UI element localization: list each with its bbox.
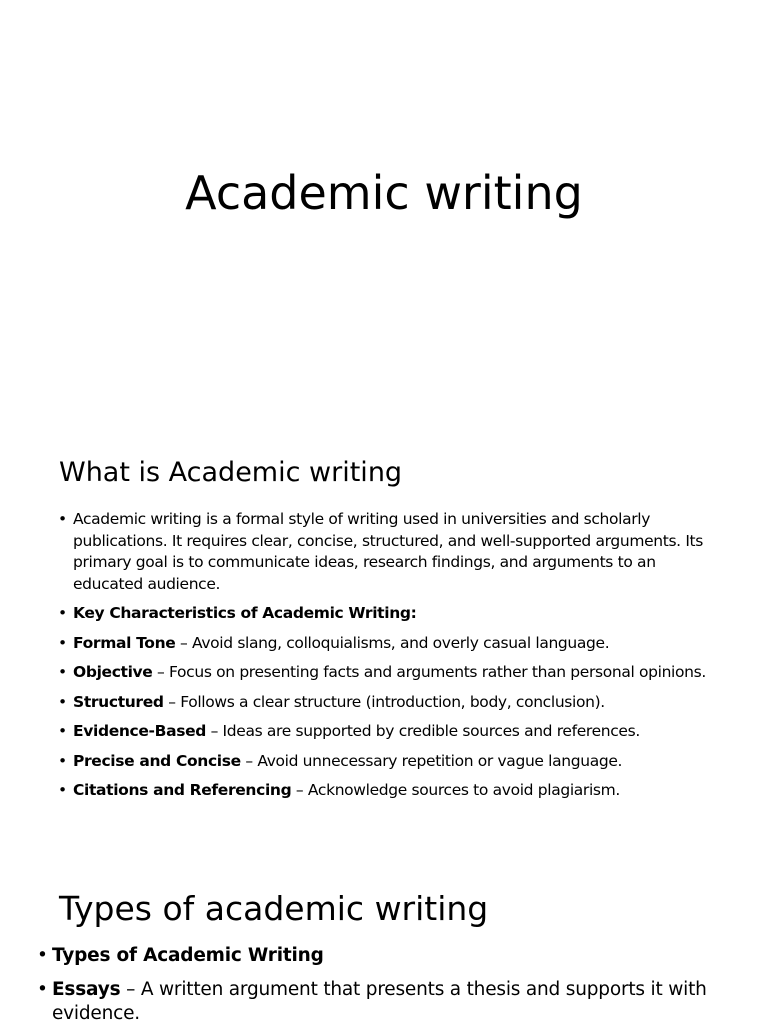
item-term: Formal Tone: [73, 633, 176, 652]
item-description: – Focus on presenting facts and arguments rather than personal opinions.: [152, 663, 706, 681]
item-term: Essays: [52, 979, 121, 1000]
list-item: [58, 662, 718, 684]
item-description: – Avoid slang, colloquialisms, and overly casual language.: [175, 633, 610, 652]
slide-title: Academic writing: [185, 166, 583, 220]
item-description: – Follows a clear structure (introduction, body, conclusion).: [163, 692, 605, 711]
list-item: [58, 633, 718, 655]
item-description: – Acknowledge sources to avoid plagiarism.: [291, 781, 620, 799]
item-term: Evidence-Based: [73, 722, 206, 740]
types-heading: Types of Academic Writing: [52, 945, 324, 966]
list-item: [58, 721, 718, 743]
bullet-icon: •: [58, 722, 67, 740]
bullet-icon: •: [37, 979, 48, 1000]
bullet-icon: •: [58, 633, 67, 652]
what-is-bullet-list: [58, 509, 718, 810]
item-term: Structured: [73, 692, 164, 711]
list-item: [58, 780, 718, 802]
section-heading-what-is: What is Academic writing: [59, 457, 403, 488]
intro-text: Academic writing is a formal style of writing used in universities and scholarly publications. It requires clear, concise, structured, and well-supported arguments. Its primary goal is to communicate ideas, research findings, and arguments to an educated audience.: [73, 510, 704, 593]
bullet-icon: •: [37, 945, 48, 966]
bullet-icon: •: [58, 692, 67, 711]
list-item: [58, 603, 718, 625]
bullet-icon: •: [58, 510, 67, 528]
list-item: [37, 978, 737, 1026]
characteristics-heading: Key Characteristics of Academic Writing:: [73, 604, 417, 622]
item-term: Objective: [73, 663, 153, 681]
types-bullet-list: [37, 944, 737, 1036]
item-term: Precise and Concise: [73, 751, 241, 770]
list-item: [58, 509, 718, 595]
item-description: – Ideas are supported by credible sources and references.: [206, 722, 640, 740]
item-description: – Avoid unnecessary repetition or vague language.: [240, 751, 623, 770]
item-description: – A written argument that presents a thesis and supports it with evidence.: [52, 979, 707, 1024]
bullet-icon: •: [58, 663, 67, 681]
list-item: [37, 944, 737, 968]
section-heading-types: Types of academic writing: [59, 889, 489, 928]
item-term: Citations and Referencing: [73, 781, 292, 799]
list-item: [58, 692, 718, 714]
list-item: [58, 751, 718, 773]
bullet-icon: •: [58, 781, 67, 799]
bullet-icon: •: [58, 751, 67, 770]
bullet-icon: •: [58, 604, 67, 622]
